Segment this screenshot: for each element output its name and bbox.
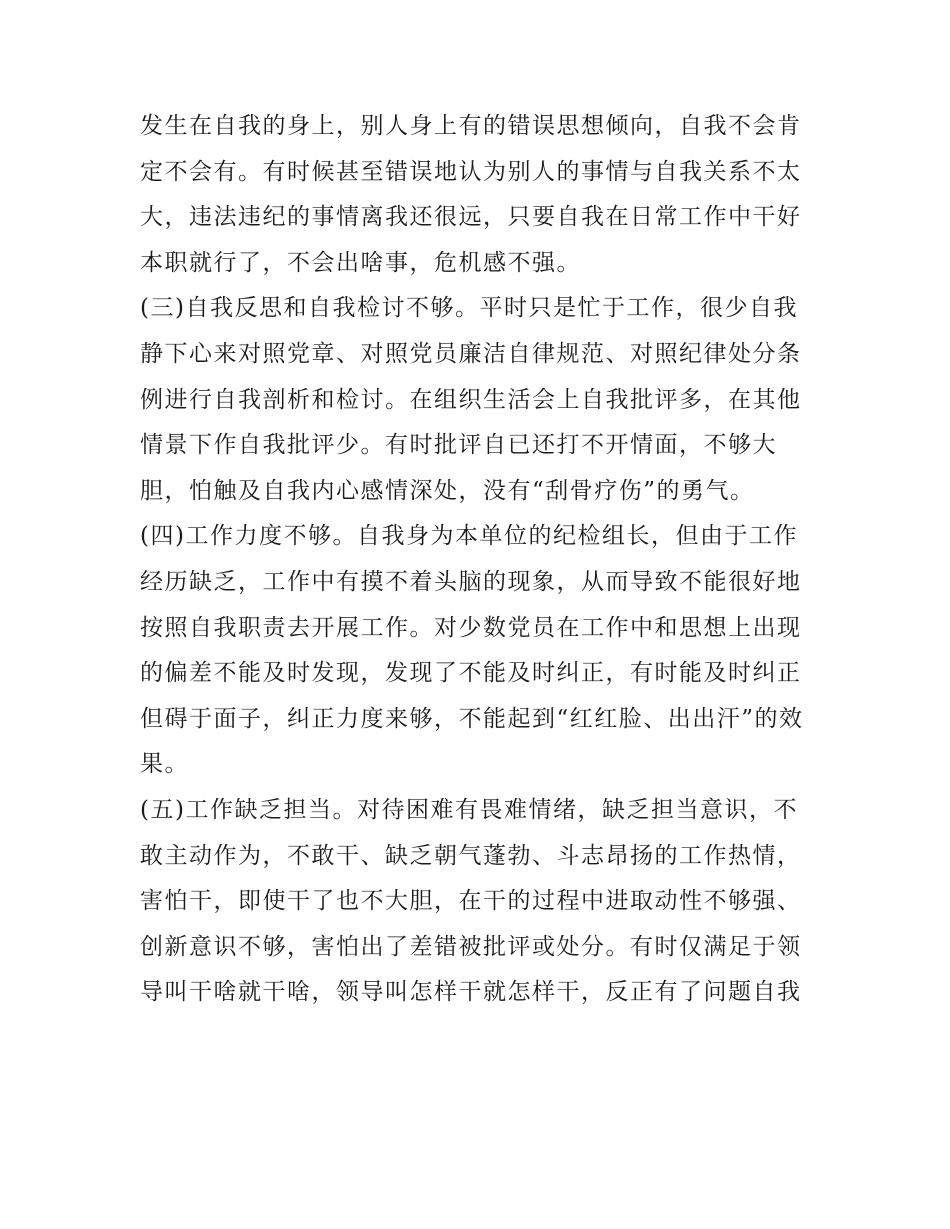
text-line: (三)自我反思和自我检讨不够。平时只是忙于工作，很少自我: [140, 295, 798, 322]
text-line: 静下心来对照党章、对照党员廉洁自律规范、对照纪律处分条: [140, 340, 802, 367]
text-line: 胆，怕触及自我内心感情深处，没有“刮骨疗伤”的勇气。: [140, 477, 755, 504]
text-line: 情景下作自我批评少。有时批评自已还打不开情面，不够大: [140, 432, 777, 459]
text-line: 发生在自我的身上，别人身上有的错误思想倾向，自我不会肯: [140, 113, 802, 139]
text-line: 害怕干，即使干了也不大胆，在干的过程中进取动性不够强、: [140, 888, 802, 915]
text-line: 但碍于面子，纠正力度来够，不能起到“红红脸、出出汗”的效: [140, 705, 804, 732]
text-line: 经历缺乏，工作中有摸不着头脑的现象，从而导致不能很好地: [140, 568, 802, 595]
text-line: 的偏差不能及时发现，发现了不能及时纠正，有时能及时纠正: [140, 660, 802, 687]
text-line: 创新意识不够，害怕出了差错被批评或处分。有时仅满足于领: [140, 933, 802, 960]
text-line: 敢主动作为，不敢干、缺乏朝气蓬勃、斗志昂扬的工作热情，: [140, 842, 802, 869]
body-text: [140, 104, 820, 1016]
text-line: 定不会有。有时候甚至错误地认为别人的事情与自我关系不太: [140, 158, 802, 185]
text-line: (四)工作力度不够。自我身为本单位的纪检组长，但由于工作: [140, 523, 798, 550]
text-line: 按照自我职责去开展工作。对少数党员在工作中和思想上出现: [140, 614, 802, 641]
text-line: 导叫干啥就干啥，领导叫怎样干就怎样干，反正有了问题自我: [140, 979, 802, 1006]
text-line: 本职就行了，不会出啥事，危机感不强。: [140, 249, 581, 276]
text-line: 例进行自我剖析和检讨。在组织生活会上自我批评多，在其他: [140, 386, 802, 413]
text-line: 大，违法违纪的事情离我还很远，只要自我在日常工作中干好: [140, 204, 802, 231]
text-line: (五)工作缺乏担当。对待困难有畏难情绪，缺乏担当意识，不: [140, 796, 798, 823]
text-line: 果。: [140, 751, 189, 778]
